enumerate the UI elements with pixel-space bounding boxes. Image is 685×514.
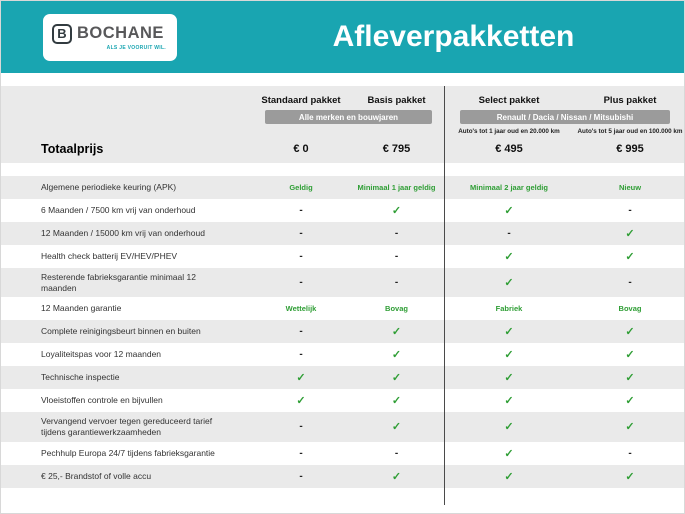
brand-tagline: ALS JE VOORUIT WIL.: [106, 44, 166, 51]
dash-mark: -: [299, 326, 303, 338]
check-icon: ✓: [391, 421, 402, 434]
feature-row: [1, 442, 684, 465]
table-header: [1, 86, 684, 163]
price-plus: € 995: [616, 143, 644, 155]
select-note: Auto's tot 1 jaar oud en 20.000 km: [458, 127, 560, 135]
column-note-row: [1, 125, 684, 137]
dash-mark: -: [394, 447, 399, 459]
group-badge-row: [1, 109, 684, 125]
feature-label: Vervangend vervoer tegen gereduceerd tarief tijdens garantiewerkzaamheden: [41, 416, 213, 437]
column-header-plus: Plus pakket: [603, 95, 657, 106]
check-icon: ✓: [625, 326, 635, 339]
feature-row: [1, 389, 684, 412]
check-icon: ✓: [625, 349, 635, 362]
column-header-select: Select pakket: [478, 95, 540, 106]
check-icon: ✓: [391, 205, 402, 217]
value-text: Geldig: [289, 183, 313, 192]
group-badge-brands: Renault / Dacia / Nissan / Mitsubishi: [460, 110, 670, 124]
check-icon: ✓: [625, 470, 635, 483]
header: [1, 1, 684, 73]
column-header-basis: Basis pakket: [367, 95, 426, 106]
feature-label: Complete reinigingsbeurt binnen en buiten: [41, 326, 201, 337]
value-text: Fabriek: [495, 304, 523, 314]
check-icon: ✓: [391, 470, 402, 483]
check-icon: ✓: [504, 205, 514, 217]
dash-mark: -: [628, 205, 632, 216]
feature-label: € 25,- Brandstof of volle accu: [41, 470, 152, 481]
check-icon: ✓: [625, 395, 635, 408]
check-icon: ✓: [296, 395, 306, 408]
dash-mark: -: [507, 228, 511, 239]
dash-mark: -: [299, 470, 303, 482]
feature-row: [1, 245, 684, 268]
total-price-row: [1, 137, 684, 161]
dash-mark: -: [394, 228, 399, 239]
feature-label: Health check batterij EV/HEV/PHEV: [41, 251, 178, 262]
feature-row: [1, 199, 684, 222]
check-icon: ✓: [504, 251, 514, 263]
feature-row: [1, 343, 684, 366]
check-icon: ✓: [504, 421, 514, 434]
feature-row: [1, 268, 684, 297]
dash-mark: -: [299, 421, 303, 433]
feature-label: Vloeistoffen controle en bijvullen: [41, 395, 163, 406]
feature-row: [1, 366, 684, 389]
spacer: [1, 163, 684, 176]
check-icon: ✓: [504, 277, 514, 290]
check-icon: ✓: [391, 326, 402, 339]
page-title: Afleverpakketten: [332, 20, 575, 53]
check-icon: ✓: [504, 470, 514, 483]
feature-label: 6 Maanden / 7500 km vrij van onderhoud: [41, 205, 196, 216]
check-icon: ✓: [625, 372, 635, 385]
feature-label: Loyaliteitspas voor 12 maanden: [41, 349, 162, 360]
price-standaard: € 0: [293, 143, 309, 155]
feature-label: Algemene periodieke keuring (APK): [41, 182, 177, 193]
dash-mark: -: [299, 251, 303, 262]
dash-mark: -: [394, 277, 399, 289]
feature-row: [1, 297, 684, 320]
price-basis: € 795: [382, 143, 411, 155]
total-price-label: Totaalprijs: [41, 142, 104, 156]
value-text: Wettelijk: [285, 304, 317, 314]
value-text: Bovag: [618, 304, 642, 314]
column-header-row: [1, 92, 684, 109]
feature-label: Technische inspectie: [41, 372, 120, 383]
spacer: [1, 73, 684, 86]
check-icon: ✓: [391, 349, 402, 362]
dash-mark: -: [299, 447, 303, 459]
column-header-standaard: Standaard pakket: [261, 95, 341, 106]
dash-mark: -: [299, 349, 303, 361]
value-text: Nieuw: [618, 183, 642, 192]
feature-row: [1, 465, 684, 488]
dash-mark: -: [299, 205, 303, 216]
check-icon: ✓: [625, 228, 635, 240]
feature-label: 12 Maanden garantie: [41, 303, 122, 314]
check-icon: ✓: [504, 372, 514, 385]
check-icon: ✓: [391, 372, 402, 385]
plus-note: Auto's tot 5 jaar oud en 100.000 km: [577, 127, 683, 135]
feature-table-body: [1, 176, 684, 488]
dash-mark: -: [628, 447, 632, 459]
group-divider: [444, 86, 445, 505]
value-text: Minimaal 1 jaar geldig: [357, 183, 436, 192]
feature-row: [1, 222, 684, 245]
check-icon: ✓: [296, 372, 306, 385]
check-icon: ✓: [391, 395, 402, 408]
feature-label: Pechhulp Europa 24/7 tijdens fabrieksgarantie: [41, 447, 215, 458]
check-icon: ✓: [504, 395, 514, 408]
check-icon: ✓: [504, 447, 514, 460]
brand-logo-row: [52, 24, 168, 44]
value-text: Bovag: [385, 304, 408, 314]
dash-mark: -: [628, 277, 632, 289]
dash-mark: -: [394, 251, 399, 262]
feature-label: 12 Maanden / 15000 km vrij van onderhoud: [41, 228, 205, 239]
dash-mark: -: [299, 228, 303, 239]
brand-name: BOCHANE: [77, 24, 164, 42]
price-select: € 495: [495, 143, 523, 155]
value-text: Minimaal 2 jaar geldig: [470, 183, 548, 192]
check-icon: ✓: [625, 251, 635, 263]
bochane-b-icon: B: [52, 24, 72, 44]
feature-row: [1, 176, 684, 199]
brand-logo: [43, 14, 177, 61]
dash-mark: -: [299, 277, 303, 289]
check-icon: ✓: [504, 326, 514, 339]
feature-row: [1, 320, 684, 343]
check-icon: ✓: [625, 421, 635, 434]
check-icon: ✓: [504, 349, 514, 362]
feature-row: [1, 412, 684, 441]
feature-label: Resterende fabrieksgarantie minimaal 12 maanden: [41, 272, 196, 293]
group-badge-all-brands: Alle merken en bouwjaren: [265, 110, 432, 124]
